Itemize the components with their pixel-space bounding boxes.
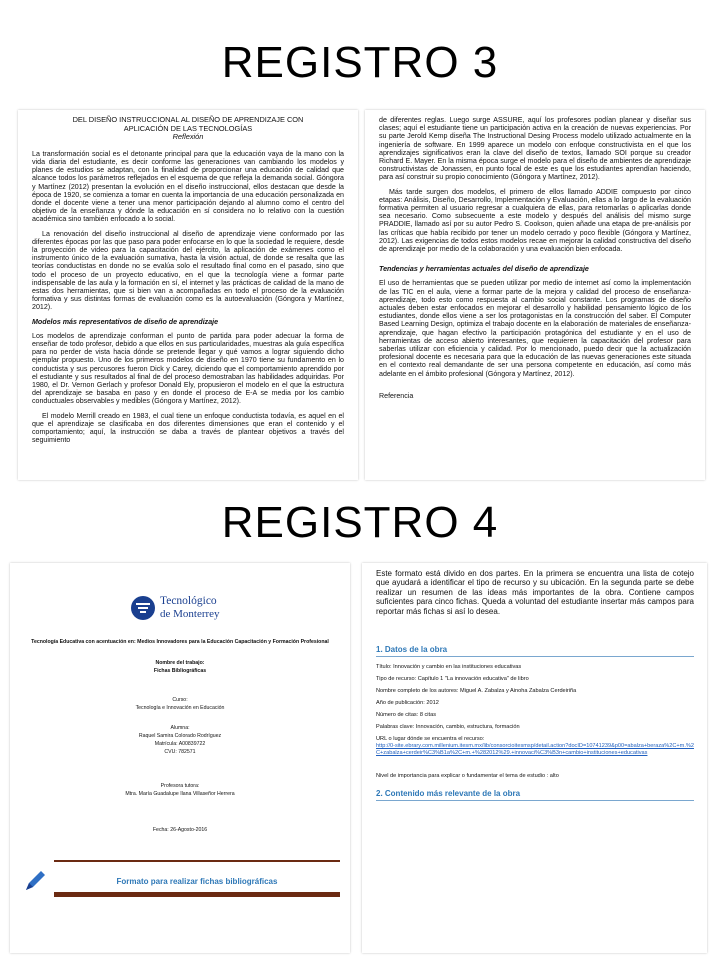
- tutor-label: Profesora tutora:: [160, 783, 200, 789]
- program-name: Tecnología Educativa con acentuación en: Medios Innovadores para la Educación Capacitación y Formación Profesional: [31, 639, 329, 645]
- heading-reflexion: Reflexión: [172, 132, 204, 142]
- work-label: Nombre del trabajo:: [155, 660, 205, 666]
- section-2-title: 2. Contenido más relevante de la obra: [376, 789, 521, 798]
- document-page-1: [18, 110, 358, 480]
- paragraph: El uso de herramientas que se pueden utilizar por medio de internet así como la implementación de las TIC en el aula, viene a formar parte de la mejora y calidad del proceso de enseñanza-aprendizaje, todo esto como respuesta al cambio social constante. Los programas de diseño actuales deben estar enfocados en mejorar el desarrollo y habilidad pensamiento lógico de los estudiantes, donde ellos viene a ser los protagonistas en la construcción del saber. El Computer Based Learning Design, optimiza el trabajo docente en la elaboración de materiales de enseñanza-aprendizaje, que hagan efectivo la participación protagónica del estudiante y en el uso de herramientas de acceso abierto interesantes, que requieren la capacitación del profesor para saberlas utilizar con eficiencia y calidad. Por lo mencionado, puedo decir que la actualización profesional docente es necesaria para que la educación de las nuevas generaciones este situada en el contexto real demandante de ser una persona competente en educación, así como más adelante en el ámbito profesional (Góngora y Martínez, 2012).: [379, 279, 691, 378]
- student-label: Alumna:: [170, 725, 190, 731]
- field-title: Título: Innovación y cambio en las instituciones educativas: [376, 664, 522, 670]
- field-importance: Nivel de importancia para explicar o fundamentar el tema de estudio : alto: [376, 773, 559, 779]
- field-year: Año de publicación: 2012: [376, 700, 439, 706]
- field-cites: Número de citas: 8 citas: [376, 712, 437, 718]
- paragraph: Los modelos de aprendizaje conforman el punto de partida para poder adecuar la forma de enseñar de todo profesor, debido a que ellos en sus particularidades, muestras ala guía específica para no perder de vista hacia dónde se pretende llegar y qué vamos a lograr siguiendo dicho ejemplar propuesto. Uno de los primeros modelos de diseño en 1970 tiene su fundamento en lo conductista y sus percusores fueron Dick y Carey, diciendo que el comportamiento aprendido por el estudiante y sus resultados al final de del proceso demostraban las habilidades adquiridas. Por 1980, el Dr. Vernon Gerlach y profesor Donald Ely, propusieron el modelo en el que la estructura del aprendizaje se basaba en paso y en donde el proceso de E-A se media por los cambio conductuales observables y medibles (Góngora y Martínez, 2012).: [32, 331, 344, 406]
- section-1-rule: [376, 656, 694, 657]
- student-cvu: CVU: 782571: [164, 749, 196, 755]
- field-type: Tipo de recurso: Capítulo 1 "La innovación educativa" de libro: [376, 676, 529, 682]
- banner-top-rule: [54, 860, 340, 862]
- intro-paragraph: Este formato está divido en dos partes. En la primera se encuentra una lista de cotejo que ayudará a identificar el tipo de recurso y su ubicación. En la segunda parte se debe realizar un resumen de las ideas más importantes de la obra. Contiene campos suficientes para cinco fichas. Queda a voluntad del estudiante insertar más campos para reportar más fichas si así lo desea.: [376, 569, 694, 616]
- tec-shield-icon: [130, 595, 156, 621]
- logo-word-1: Tecnológico: [160, 595, 217, 607]
- banner-bottom-rule: [54, 892, 340, 897]
- pen-icon: [22, 868, 48, 894]
- student-matricula: Matrícula: A00839722: [154, 741, 206, 747]
- field-keywords: Palabras clave: Innovación, cambio, estructura, formación: [376, 724, 520, 730]
- paragraph: Más tarde surgen dos modelos, el primero de ellos llamado ADDIE compuesto por cinco etapas: Análisis, Diseño, Desarrollo, Implementación y Evaluación, ellas a lo largo de la evaluación formativa permiten al usuario regresar a cualquiera de ellas, para retomarlas o aplicarlas donde sea necesario. Como subsecuente a este modelo y después del análisis del mismo surge PRADDIE, llamado así por su autor Pedro S. Cookson, quien añade una etapa de pre-análisis por las críticas que había recibido por tener un modelo cerrado y poco flexible (Góngora y Martínez, 2012). Las exigencias de todos estos modelos recae en mejorar la calidad constructiva del diseño de aprendizaje por medio de la colaboración y una evaluación bien enfocada.: [379, 187, 691, 254]
- student-name: Raquel Samira Colorado Rodríguez: [138, 733, 222, 739]
- registro-3-title: REGISTRO 3: [221, 38, 499, 87]
- heading-line-1: DEL DISEÑO INSTRUCCIONAL AL DISEÑO DE APRENDIZAJE CON: [72, 115, 304, 124]
- subheading: Tendencias y herramientas actuales del diseño de aprendizaje: [379, 265, 589, 274]
- registro-4-title: REGISTRO 4: [221, 498, 499, 547]
- paragraph: La renovación del diseño instruccional al diseño de aprendizaje viene conformado por las diferentes épocas por las que paso para poder enfocarse en lo que la sociedad le requiere, desde la proyección de video para la capacitación del ejército, la aplicación de exámenes como el instrumento único de la evaluación sumativa, hasta la visión actual, de donde se resalta que las teorías conductistas en donde no se evalúa solo el resultado final como en el pasado, sino que todo el proceso de un proyecto educativo, en el que la tecnología viene a formar parte indispensable de las aula y la formación en sí, el internet y las prácticas de calidad de la mano de estas dos herramientas, que si bien van a acompañadas en todo el proceso de la evaluación formativa y sus distintas formas de evaluación como es la autoevaluación (Góngora y Martínez, 2012).: [32, 229, 344, 312]
- field-authors: Nombre completo de los autores: Miguel A. Zabalza y Ainoha Zabalza Cerdeiriña: [376, 688, 577, 694]
- document-page-4: [362, 563, 707, 953]
- section-2-rule: [376, 800, 694, 801]
- tec-logo: [130, 593, 260, 623]
- course-label: Curso:: [172, 697, 188, 703]
- document-page-2: [365, 110, 705, 480]
- document-page-3: [10, 563, 350, 953]
- section-1-title: 1. Datos de la obra: [376, 645, 448, 654]
- heading-line-2: APLICACIÓN DE LAS TECNOLOGÍAS: [123, 123, 253, 133]
- logo-word-2: de Monterrey: [160, 608, 220, 620]
- references-heading: Referencia: [379, 391, 414, 400]
- tutor-name: Mtra. María Guadalupe Ilana Villaseñor Herrera: [125, 791, 235, 797]
- document-date: Fecha: 26-Agosto-2016: [152, 827, 208, 833]
- field-url-label: URL o lugar dónde se encuentra el recurso:: [376, 736, 485, 742]
- work-name: Fichas Bibliográficas: [153, 668, 207, 674]
- subheading: Modelos más representativos de diseño de aprendizaje: [32, 317, 219, 326]
- banner-title: Formato para realizar fichas bibliográficas: [116, 877, 278, 886]
- course-name: Tecnología e Innovación en Educación: [135, 705, 225, 711]
- paragraph: El modelo Merrill creado en 1983, el cual tiene un enfoque conductista todavía, es aquel en el que el aprendizaje se clasificaba en dos diferentes dimensiones que eran el contenido y el comportamiento; aquí, la instrucción se daba a través de plantear objetivos a través del seguimiento: [32, 411, 344, 445]
- paragraph: La transformación social es el detonante principal para que la educación vaya de la mano con la vida diaria del estudiante, es decir conforme las generaciones van cambiando los modelos y planes de estudios se adaptan, con la finalidad de proporcionar una educación de calidad que alcance todos los parámetros reflejados en el esquema de que refleja la demanda social. Góngora y Martínez (2012) presentan la evolución en el diseño instruccional, ellos destacan que desde la época de 1920, se comienza a tomar en cuenta la importancia de una educación personalizada en donde el docente viene a tener una menor participación dejando al alumno como el centro del objetivo de la enseñanza y dónde la educación en sí considera no lo relativo con la cuestión académica sino también enfocado a lo social.: [32, 149, 344, 224]
- paragraph: de diferentes reglas. Luego surge ASSURE, aquí los profesores podían planear y diseñar sus clases; aquí el estudiante tiene un participación activa en la creación de nuevas experiencias. Por su parte Jerold Kemp diseña The Instructional Desing Process modelo utilizado actualmente en la ingeniería de software. En 1999 aparece un modelo con enfoque constructivista en el que los aprendizajes significativos eran la clave del diseño de textos, llamado SOI porque su creador Richard E. Mayer. En la misma época surge el modelo para el diseño de ambientes de aprendizaje constructivistas de Jonassen, en punto focal de este es que los estudiantes aprendían haciendo, para así construir su propio conocimiento (Góngora y Martínez, 2012).: [379, 116, 691, 182]
- resource-link[interactable]: http://0-site.ebrary.com.millenium.itesm.mx/lib/consorcioitesmsp/detail.action?docID=10741239&p00=abalza+beraza%2C+m.%2C+zabalza+cerdeir%C3%B1a%2C+m.+%282012%29.+innovaci%C3%B3n+cambio+instituciones+educativas: [376, 743, 694, 756]
